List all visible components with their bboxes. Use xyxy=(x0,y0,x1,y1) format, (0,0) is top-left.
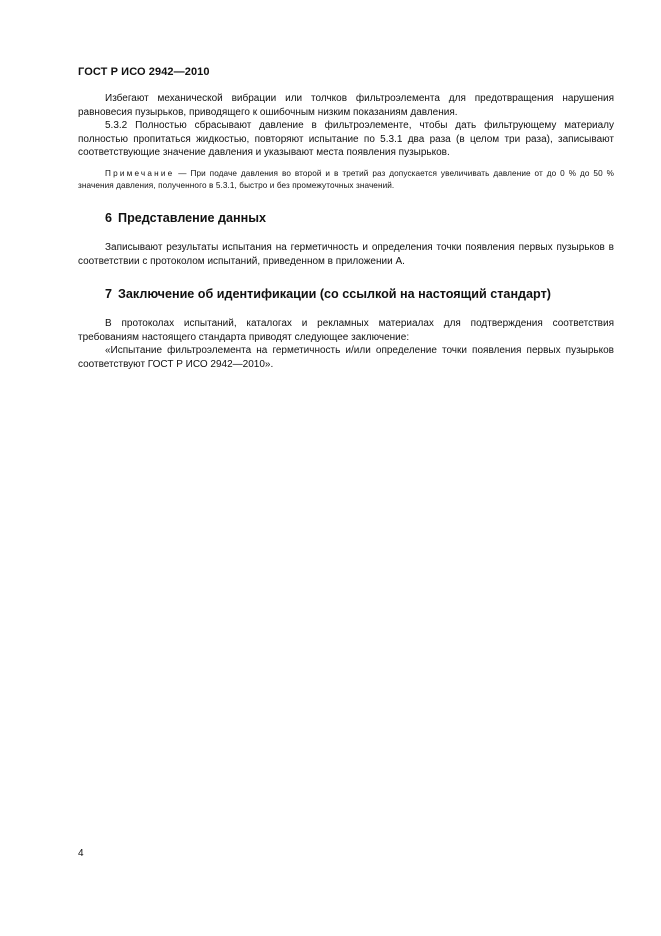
document-header: ГОСТ Р ИСО 2942—2010 xyxy=(78,66,210,78)
note-lead: Примечание xyxy=(105,168,175,178)
paragraph-vibration: Избегают механической вибрации или толчков фильтроэлемента для предотвращения нарушения равновесия пузырьков, приводящего к ошибочным низким показаниям давления. xyxy=(78,93,614,118)
page-number: 4 xyxy=(78,848,84,859)
section-7-text-1: В протоколах испытаний, каталогах и рекламных материалах для подтверждения соответствия требованиям настоящего стандарта приводят следующее заключение: xyxy=(78,318,614,343)
section-6-heading xyxy=(105,210,614,226)
note xyxy=(78,168,614,192)
section-7-heading xyxy=(105,286,614,302)
section-7-title: Заключение об идентификации (со ссылкой на настоящий стандарт) xyxy=(118,287,551,302)
section-7-text-2: «Испытание фильтроэлемента на герметичность и/или определение точки появления первых пузырьков соответствуют ГОСТ Р ИСО 2942—2010». xyxy=(78,345,614,370)
note-text: — При подаче давления во второй и в третий раз допускается увеличивать давление от до 0 % до 50 % значения давления, полученного в 5.3.1, быстро и без промежуточных значений. xyxy=(78,168,614,190)
section-6-number: 6 xyxy=(105,210,113,225)
section-6-title: Представление данных xyxy=(118,210,267,225)
document-body xyxy=(78,92,614,372)
section-7-number: 7 xyxy=(105,287,113,302)
paragraph-5-3-2: 5.3.2 Полностью сбрасывают давление в фильтроэлементе, чтобы дать фильтрующему материалу полностью пропитаться жидкостью, повторяют испытание по 5.3.1 два раза (в целом три раза), записывают соответствующие значение давления и указывают места появления пузырьков. xyxy=(78,120,614,159)
section-6-text: Записывают результаты испытания на герметичность и определения точки появления первых пузырьков в соответствии с протоколом испытаний, приведенном в приложении А. xyxy=(78,241,614,267)
